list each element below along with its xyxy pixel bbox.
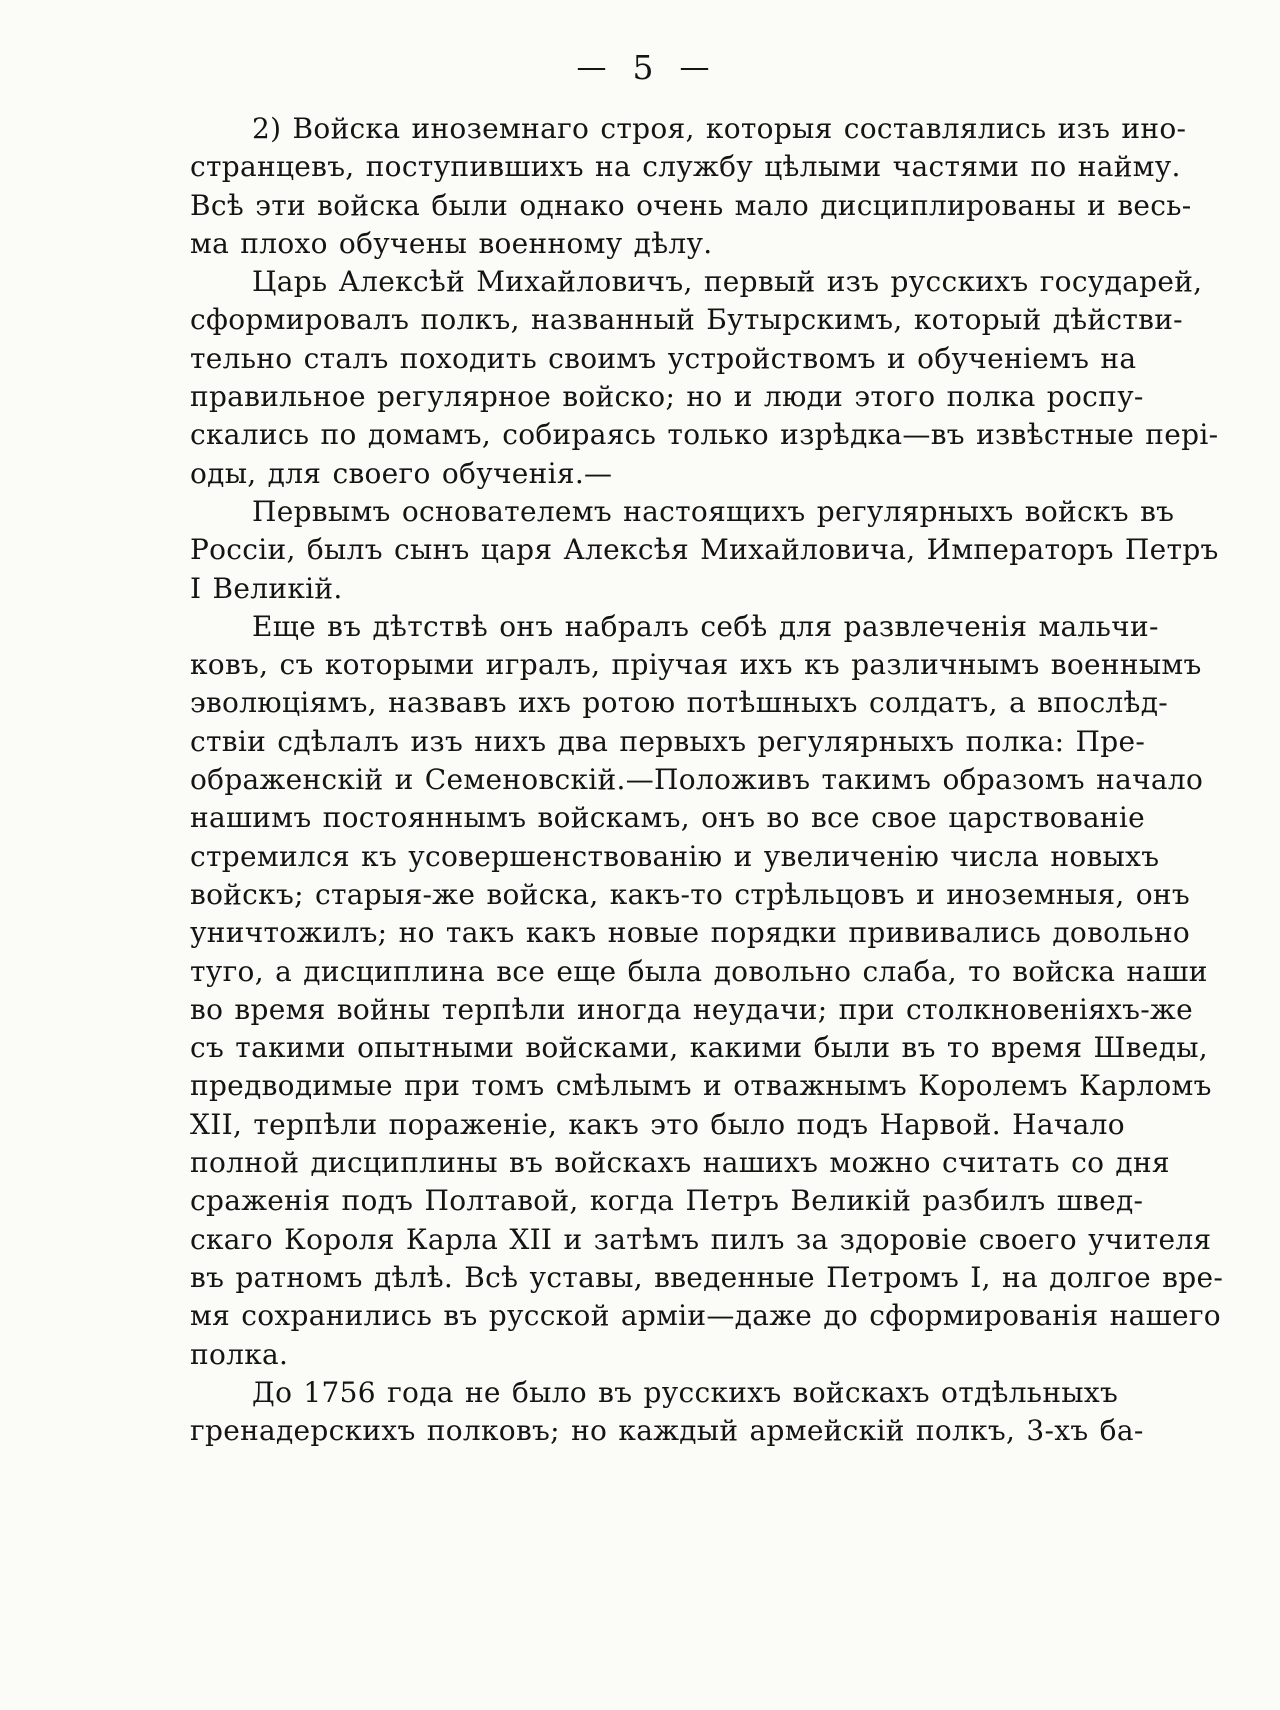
text-line: полной дисциплины въ войскахъ нашихъ можно считать со дня [190, 1146, 1170, 1180]
text-line: стремился къ усовершенствованію и увеличенію числа новыхъ [190, 839, 1160, 873]
text-line: XII, терпѣли пораженіе, какъ это было подъ Нарвой. Начало [190, 1107, 1125, 1141]
paragraph [190, 110, 1192, 263]
text-line: предводимые при томъ смѣлымъ и отважнымъ Королемъ Карломъ [190, 1069, 1212, 1103]
text-line: уничтожилъ; но такъ какъ новые порядки прививались довольно [190, 916, 1191, 950]
text-line: мя сохранились въ русской арміи—даже до сформированія нашего [190, 1299, 1221, 1333]
text-line: нашимъ постояннымъ войскамъ, онъ во все свое царствованіе [190, 801, 1146, 835]
text-line: сформировалъ полкъ, названный Бутырскимъ, который дѣйстви- [190, 303, 1183, 337]
text-line: До 1756 года не было въ русскихъ войскахъ отдѣльныхъ [252, 1375, 1119, 1409]
paragraph [190, 263, 1219, 493]
text-line: Всѣ эти войска были однако очень мало дисциплированы и весь- [190, 188, 1192, 222]
text-line: сраженія подъ Полтавой, когда Петръ Великій разбилъ швед- [190, 1184, 1144, 1218]
text-line: въ ратномъ дѣлѣ. Всѣ уставы, введенные Петромъ I, на долгое вре- [190, 1260, 1224, 1294]
text-line: I Великій. [190, 571, 343, 605]
text-line: скаго Короля Карла XII и затѣмъ пилъ за здоровіе своего учителя [190, 1222, 1212, 1256]
text-line: во время войны терпѣли иногда неудачи; при столкновеніяхъ-же [190, 992, 1193, 1026]
header-dash-left: — [576, 50, 607, 85]
text-line: ствіи сдѣлалъ изъ нихъ два первыхъ регулярныхъ полка: Пре- [190, 724, 1146, 758]
text-line: туго, а дисциплина все еще была довольно слаба, то войска наши [190, 954, 1208, 988]
text-line: ковъ, съ которыми игралъ, пріучая ихъ къ различнымъ военнымъ [190, 648, 1202, 682]
text-line: съ такими опытными войсками, какими были въ то время Шведы, [190, 1031, 1208, 1065]
paragraph [190, 493, 1219, 608]
text-line: Царь Алексѣй Михайловичъ, первый изъ русскихъ государей, [252, 265, 1203, 299]
text-line: тельно сталъ походить своимъ устройствомъ и обученіемъ на [190, 341, 1137, 375]
text-line: Россіи, былъ сынъ царя Алексѣя Михайловича, Императоръ Петръ [190, 533, 1219, 567]
text-line: правильное регулярное войско; но и люди этого полка роспу- [190, 380, 1144, 414]
page-number: 5 [632, 48, 654, 87]
text-line: скались по домамъ, собираясь только изрѣдка—въ извѣстные пері- [190, 418, 1219, 452]
text-line: ма плохо обучены военному дѣлу. [190, 226, 713, 260]
header-dash-right: — [679, 50, 710, 85]
text-line: 2) Войска иноземнаго строя, которыя составлялись изъ ино- [252, 112, 1187, 145]
text-line: Еще въ дѣтствѣ онъ набралъ себѣ для развлеченія мальчи- [252, 609, 1159, 643]
paragraph [190, 1374, 1144, 1451]
text-line: Первымъ основателемъ настоящихъ регулярныхъ войскъ въ [252, 494, 1175, 528]
text-line: странцевъ, поступившихъ на службу цѣлыми частями по найму. [190, 150, 1181, 184]
paragraph [190, 608, 1224, 1374]
page-header [190, 50, 1096, 86]
text-line: гренадерскихъ полковъ; но каждый армейскій полкъ, 3-хъ ба- [190, 1414, 1144, 1448]
text-line: эволюціямъ, назвавъ ихъ ротою потѣшныхъ солдатъ, а впослѣд- [190, 686, 1168, 720]
text-block [190, 110, 1224, 1450]
text-line: полка. [190, 1337, 289, 1371]
text-line: оды, для своего обученія.— [190, 456, 613, 490]
text-line: войскъ; старыя-же войска, какъ-то стрѣльцовъ и иноземныя, онъ [190, 877, 1190, 911]
text-line: ображенскій и Семеновскій.—Положивъ такимъ образомъ начало [190, 763, 1204, 797]
